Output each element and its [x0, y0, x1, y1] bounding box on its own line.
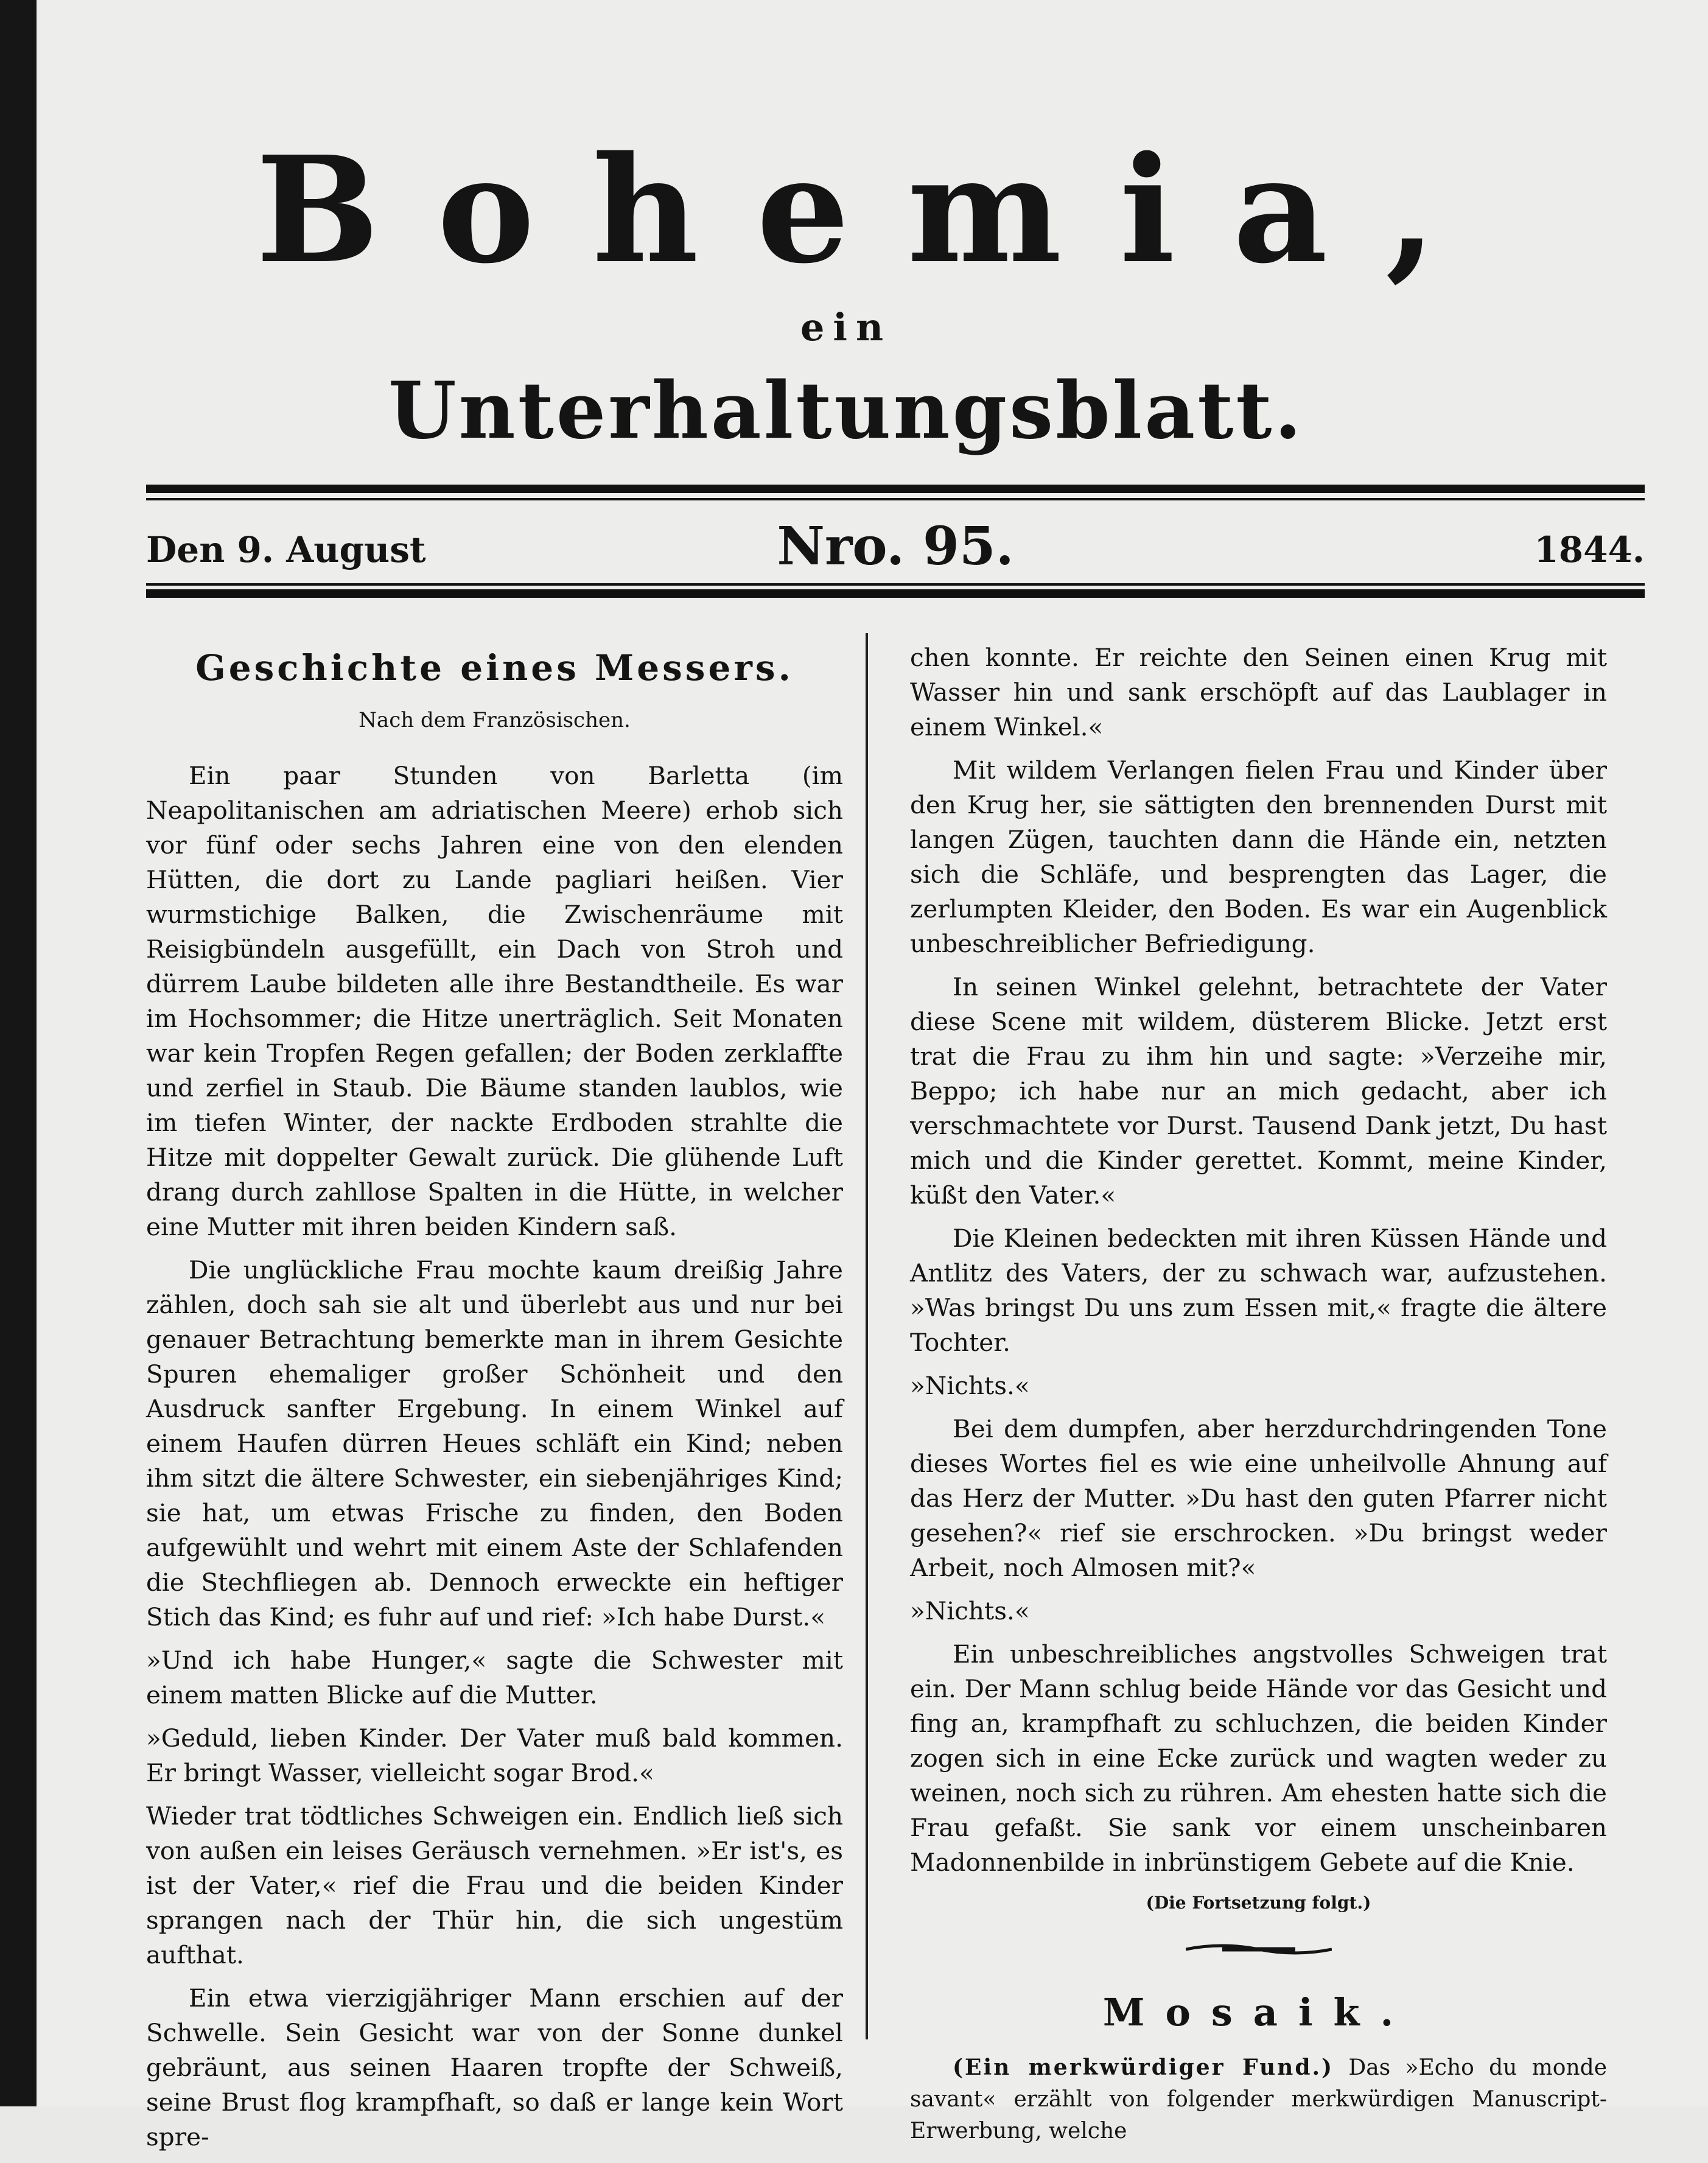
mosaik-text: Das »Echo du monde savant« erzählt von folgender merkwürdigen Manuscript-Erwerbung, welche: [910, 2055, 1607, 2144]
masthead-subtitle: Unterhaltungsblatt.: [388, 365, 1304, 457]
issue-number-prefix: Nro.: [777, 516, 905, 577]
masthead-title: Bohemia,: [256, 124, 1494, 296]
mosaik-lead: (Ein merkwürdiger Fund.): [953, 2055, 1334, 2080]
story-title: Geschichte eines Messers.: [195, 647, 794, 689]
mosaik-heading: Mosaik.: [1102, 1990, 1415, 2035]
story-paragraph: Ein etwa vierzigjähriger Mann erschien auf der Schwelle. Sein Gesicht war von der Sonne dunkel gebräunt, aus seinen Haaren tropfte der Schweiß, seine Brust flog krampfhaft, so daß er lange kein Wort spre-: [146, 1983, 843, 2151]
newspaper-page: [37, 0, 1708, 2151]
bottom-rule-thick: [146, 589, 1645, 598]
story-paragraph: Wieder trat tödtliches Schweigen ein. Endlich ließ sich von außen ein leises Geräusch vernehmen. »Er ist's, es ist der Vater,« rief die Frau und die beiden Kinder sprangen nach der Thür hin, die sich ungestüm aufthat.: [146, 1801, 843, 1969]
story-paragraph: Ein unbeschreibliches angstvolles Schweigen trat ein. Der Mann schlug beide Hände vor das Gesicht und fing an, krampfhaft zu schluchzen, die beiden Kinder zogen sich in eine Ecke zurück und wagten weder zu weinen, noch sich zu rühren. Am ehesten hatte sich die Frau gefaßt. Sie sank vor einem unscheinbaren Madonnenbilde in inbrünstigem Gebete auf die Knie.: [910, 1639, 1607, 1877]
story-paragraph: Die Kleinen bedeckten mit ihren Küssen Hände und Antlitz des Vaters, der zu schwach war, aufzustehen. »Was bringst Du uns zum Essen mit,« fragte die ältere Tochter.: [910, 1224, 1607, 1357]
story-paragraph: Bei dem dumpfen, aber herzdurchdringenden Tone dieses Wortes fiel es wie eine unheilvolle Ahnung auf das Herz der Mutter. »Du hast den guten Pfarrer nicht gesehen?« rief sie erschrocken. »Du bringst weder Arbeit, noch Almosen mit?«: [910, 1414, 1607, 1582]
story-paragraph: Ein paar Stunden von Barletta (im Neapolitanischen am adriatischen Meere) erhob sich vor fünf oder sechs Jahren eine von den elenden Hütten, die dort zu Lande pagliari heißen. Vier wurmstichige Balken, die Zwischenräume mit Reisigbündeln ausgefüllt, ein Dach von Stroh und dürrem Laube bildeten alle ihre Bestandtheile. Es war im Hochsommer; die Hitze unerträglich. Seit Monaten war kein Tropfen Regen gefallen; der Boden zerklaffte und zerfiel in Staub. Die Bäume standen laublos, wie im tiefen Winter, der nackte Erdboden strahlte die Hitze mit doppelter Gewalt zurück. Die glühende Luft drang durch zahllose Spalten in die Hütte, in welcher eine Mutter mit ihren beiden Kindern saß.: [146, 761, 843, 1241]
scan-edge: [0, 0, 37, 2106]
bottom-rule-thin: [146, 583, 1645, 586]
issue-number: [146, 516, 1645, 577]
page-content: [110, 0, 1645, 2151]
story-paragraph: »Und ich habe Hunger,« sagte die Schwester mit einem matten Blicke auf die Mutter.: [146, 1646, 843, 1709]
right-column: [910, 640, 1607, 2156]
story-paragraph: »Nichts.«: [910, 1371, 1030, 1400]
issue-date: Den 9. August: [146, 529, 426, 570]
dateline: [146, 516, 1645, 577]
mosaik-paragraph: [910, 2052, 1607, 2147]
issue-number-value: 95.: [923, 516, 1014, 577]
left-column: [146, 647, 843, 2163]
column-divider: [866, 633, 868, 2039]
issue-year: 1844.: [1534, 529, 1645, 570]
story-paragraph: »Geduld, lieben Kinder. Der Vater muß bald kommen. Er bringt Wasser, vielleicht sogar Brod.«: [146, 1723, 843, 1787]
story-paragraph: Mit wildem Verlangen fielen Frau und Kinder über den Krug her, sie sättigten den brennenden Durst mit langen Zügen, tauchten dann die Hände ein, netzten sich die Schläfe, und besprengten das Lager, die zerlumpten Kleider, den Boden. Es war ein Augenblick unbeschreiblicher Befriedigung.: [910, 755, 1607, 958]
top-rule-thin: [146, 498, 1645, 500]
continuation-note: (Die Fortsetzung folgt.): [1146, 1893, 1371, 1913]
story-paragraph: In seinen Winkel gelehnt, betrachtete der Vater diese Scene mit wildem, düsterem Blicke. Jetzt erst trat die Frau zu ihm hin und sagte: »Verzeihe mir, Beppo; ich habe nur an mich gedacht, aber ich verschmachtete vor Durst. Tausend Dank jetzt, Du hast mich und die Kinder gerettet. Kommt, meine Kinder, küßt den Vater.«: [910, 972, 1607, 1210]
story-paragraph: chen konnte. Er reichte den Seinen einen Krug mit Wasser hin und sank erschöpft auf das Laublager in einem Winkel.«: [910, 643, 1607, 741]
masthead-ein: ein: [800, 305, 892, 349]
story-paragraph: »Nichts.«: [910, 1596, 1030, 1625]
section-flourish: [1186, 1942, 1332, 1957]
story-paragraph: Die unglückliche Frau mochte kaum dreißig Jahre zählen, doch sah sie alt und überlebt aus und nur bei genauer Betrachtung bemerkte man in ihrem Gesichte Spuren ehemaliger großer Schönheit und den Ausdruck sanfter Ergebung. In einem Winkel auf einem Haufen dürren Heues schläft ein Kind; neben ihm sitzt die ältere Schwester, ein siebenjähriges Kind; sie hat, um etwas Frische zu finden, den Boden aufgewühlt und wehrt mit einem Aste der Schlafenden die Stechfliegen ab. Dennoch erweckte ein heftiger Stich das Kind; es fuhr auf und rief: »Ich habe Durst.«: [146, 1255, 843, 1632]
story-source: Nach dem Französischen.: [359, 708, 631, 732]
top-rule-thick: [146, 485, 1645, 493]
